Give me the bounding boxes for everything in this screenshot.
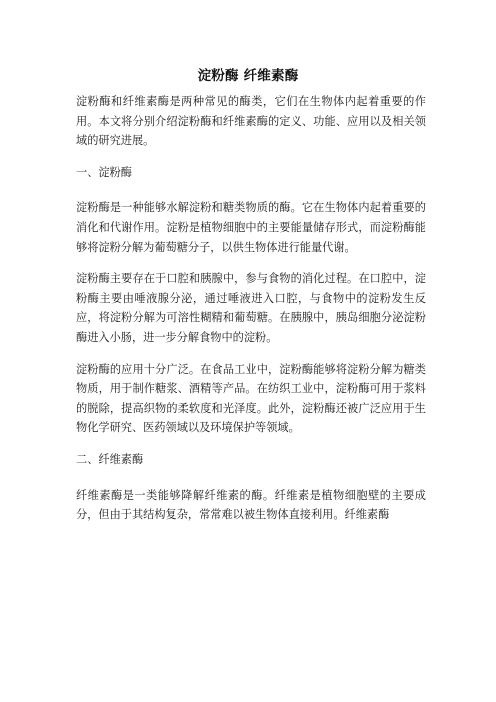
- section-heading-amylase: 一、淀粉酶: [76, 165, 132, 179]
- amylase-paragraph-2: 淀粉酶主要存在于口腔和胰腺中，参与食物的消化过程。在口腔中，淀粉酶主要由唾液腺分泌，通过唾液进入口腔，与食物中的淀粉发生反应，将淀粉分解为可溶性糊精和葡萄糖。在胰腺中，胰岛细胞分泌淀粉酶进入小肠，进一步分解食物中的淀粉。: [76, 272, 426, 344]
- document-title: 淀粉酶 纤维素酶: [197, 68, 299, 84]
- spacer: [76, 151, 426, 163]
- spacer: [76, 438, 426, 450]
- amylase-paragraph-3: 淀粉酶的应用十分广泛。在食品工业中，淀粉酶能够将淀粉分解为糖类物质，用于制作糖浆、酒精等产品。在纺织工业中，淀粉酶可用于浆料的脱除，提高织物的柔软度和光泽度。此外，淀粉酶还被广泛应用于生物化学研究、医药领域以及环境保护等领域。: [76, 362, 426, 435]
- amylase-paragraph-1: 淀粉酶是一种能够水解淀粉和糖类物质的酶。它在生物体内起着重要的消化和代谢作用。淀粉是植物细胞中的主要能量储存形式，而淀粉酶能够将淀粉分解为葡萄糖分子，以供生物体进行能量代谢。: [76, 201, 426, 254]
- spacer: [76, 470, 426, 486]
- cellulase-paragraph-1: 纤维素酶是一类能够降解纤维素的酶。纤维素是植物细胞壁的主要成分，但由于其结构复杂，常常难以被生物体直接利用。纤维素酶: [76, 488, 426, 522]
- section-heading-cellulase: 二、纤维素酶: [76, 452, 144, 466]
- document-body: [76, 92, 426, 525]
- spacer: [76, 257, 426, 269]
- intro-paragraph: 淀粉酶和纤维素酶是两种常见的酶类，它们在生物体内起着重要的作用。本文将分别介绍淀粉酶和纤维素酶的定义、功能、应用以及相关领域的研究进展。: [76, 95, 426, 148]
- spacer: [76, 348, 426, 360]
- spacer: [76, 182, 426, 198]
